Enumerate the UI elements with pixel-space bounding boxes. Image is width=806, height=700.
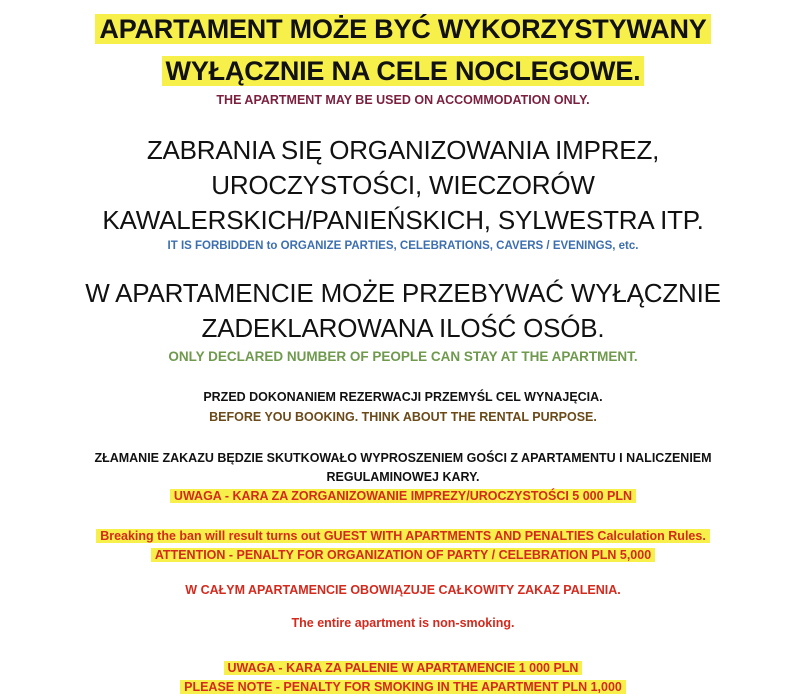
title-line-1	[0, 16, 806, 43]
accommodation-only-english: THE APARTMENT MAY BE USED ON ACCOMMODATION ONLY.	[216, 93, 590, 107]
parties-ban-line-1: ZABRANIA SIĘ ORGANIZOWANIA IMPREZ,	[146, 135, 660, 165]
booking-purpose-polish: PRZED DOKONANIEM REZERWACJI PRZEMYŚL CEL WYNAJĘCIA.	[203, 390, 603, 404]
ban-consequence-english-line-2	[0, 549, 806, 562]
ban-consequence-polish-line-2: REGULAMINOWEJ KARY.	[326, 470, 480, 484]
title-line-2	[0, 58, 806, 85]
declared-persons-line-1: W APARTAMENCIE MOŻE PRZEBYWAĆ WYŁĄCZNIE	[85, 278, 721, 308]
ban-consequence-english-line-1-text: Breaking the ban will result turns out GUEST WITH APARTMENTS AND PENALTIES Calculation Rules.	[96, 529, 710, 543]
ban-consequence-english-line-2-text: ATTENTION - PENALTY FOR ORGANIZATION OF PARTY / CELEBRATION PLN 5,000	[151, 548, 655, 562]
smoking-penalty-polish-text: UWAGA - KARA ZA PALENIE W APARTAMENCIE 1 000 PLN	[224, 661, 583, 675]
parties-ban-line-3: KAWALERSKICH/PANIEŃSKICH, SYLWESTRA ITP.	[102, 205, 704, 235]
parties-ban-english: IT IS FORBIDDEN to ORGANIZE PARTIES, CELEBRATIONS, CAVERS / EVENINGS, etc.	[167, 240, 639, 252]
party-penalty-warning-text: UWAGA - KARA ZA ZORGANIZOWANIE IMPREZY/UROCZYSTOŚCI 5 000 PLN	[170, 489, 636, 503]
no-smoking-english: The entire apartment is non-smoking.	[291, 616, 515, 630]
no-smoking-polish: W CAŁYM APARTAMENCIE OBOWIĄZUJE CAŁKOWITY ZAKAZ PALENIA.	[185, 583, 621, 597]
smoking-penalty-polish	[0, 662, 806, 675]
smoking-penalty-english	[0, 681, 806, 694]
smoking-penalty-english-text: PLEASE NOTE - PENALTY FOR SMOKING IN THE APARTMENT PLN 1,000	[180, 680, 626, 694]
declared-persons-line-2: ZADEKLAROWANA ILOŚĆ OSÓB.	[201, 313, 605, 343]
parties-ban-line-2: UROCZYSTOŚCI, WIECZORÓW	[211, 170, 595, 200]
booking-purpose-english: BEFORE YOU BOOKING. THINK ABOUT THE RENTAL PURPOSE.	[209, 410, 597, 424]
title-line-2-text: WYŁĄCZNIE NA CELE NOCLEGOWE.	[162, 56, 645, 86]
party-penalty-warning	[0, 490, 806, 503]
declared-persons-english: ONLY DECLARED NUMBER OF PEOPLE CAN STAY AT THE APARTMENT.	[168, 349, 638, 364]
ban-consequence-english-line-1	[0, 530, 806, 543]
title-line-1-text: APARTAMENT MOŻE BYĆ WYKORZYSTYWANY	[95, 14, 710, 44]
ban-consequence-polish-line-1: ZŁAMANIE ZAKAZU BĘDZIE SKUTKOWAŁO WYPROSZENIEM GOŚCI Z APARTAMENTU I NALICZENIEM	[94, 451, 712, 465]
